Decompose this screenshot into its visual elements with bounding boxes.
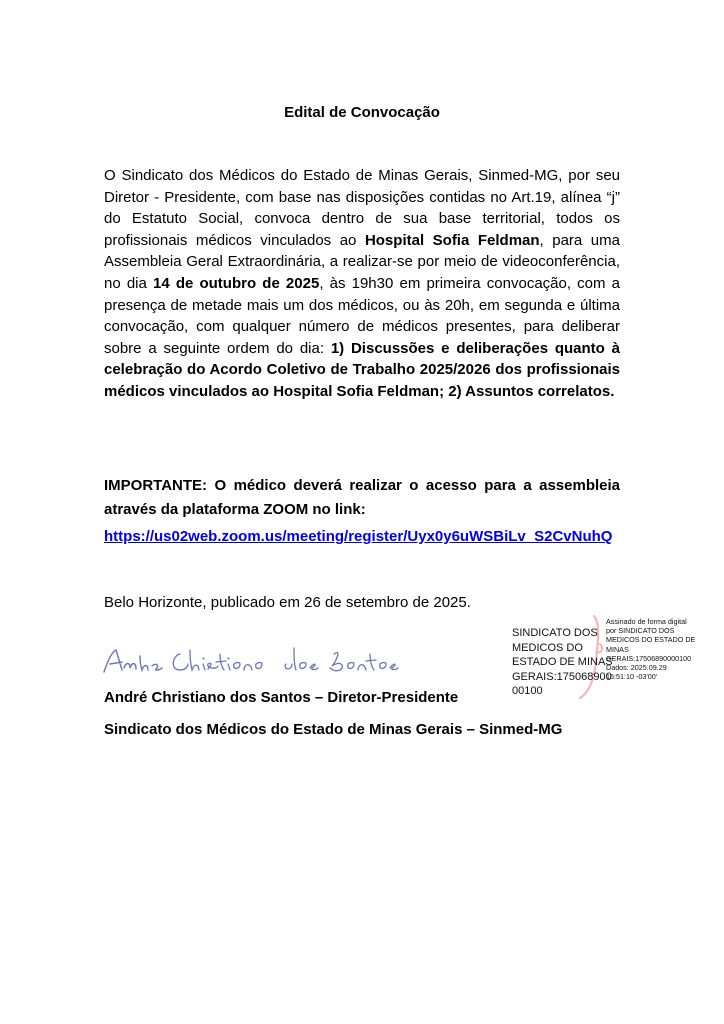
paragraph-text-3: , às 19h30 em primeira convocação, com a presença de metade mais um dos médicos, ou às 20h, em segunda e última convocação, com qualquer número de médicos presentes, para deliberar sobre a seguinte ordem do dia: bbox=[104, 274, 620, 357]
paragraph-text-2: , para uma Assembleia Geral Extraordinária, a realizar-se por meio de videoconferência, no dia bbox=[104, 231, 620, 292]
zoom-registration-link[interactable]: https://us02web.zoom.us/meeting/register/Uyx0y6uWSBiLv_S2CvNuhQ bbox=[104, 528, 613, 545]
digital-signature-detail-line: MEDICOS DO ESTADO DE bbox=[606, 635, 696, 645]
digital-signature-name bbox=[512, 626, 613, 699]
handwritten-signature bbox=[100, 642, 400, 678]
digital-signature-detail-line: Assinado de forma digital bbox=[606, 617, 687, 626]
page-title: Edital de Convocação bbox=[284, 104, 440, 121]
digital-signature-detail-line: GERAIS:17506890000100 bbox=[606, 653, 692, 663]
digital-signature-name-line: SINDICATO DOS bbox=[512, 627, 598, 639]
convocation-paragraph bbox=[104, 165, 620, 403]
digital-signature-detail-line: Dados: 2025.09.29 bbox=[606, 663, 667, 673]
important-notice: IMPORTANTE: O médico deverá realizar o acesso para a assembleia através da plataforma ZOOM no link: bbox=[104, 477, 620, 518]
digital-signature-details bbox=[606, 617, 718, 681]
digital-signature-detail-line: MINAS bbox=[606, 644, 629, 654]
digital-signature-name-line: GERAIS:175068900 bbox=[512, 670, 612, 683]
hospital-name: Hospital Sofia Feldman bbox=[364, 231, 540, 249]
digital-signature-name-line: MEDICOS DO bbox=[512, 641, 583, 654]
paragraph-text-1: O Sindicato dos Médicos do Estado de Minas Gerais, Sinmed-MG, por seu Diretor - Presidente, com base nas disposições contidas no Art.19, alínea “j” do Estatuto Social, convoca dentro de sua base territorial, todos os profissionais médicos vinculados ao bbox=[104, 167, 620, 249]
digital-signature-name-line: ESTADO DE MINAS bbox=[512, 656, 613, 668]
agenda-text: 1) Discussões e deliberações quanto à celebração do Acordo Coletivo de Trabalho 2025/2026 dos profissionais médicos vinculados ao Hospital Sofia Feldman; 2) Assuntos correlatos. bbox=[104, 339, 620, 400]
organization-name: Sindicato dos Médicos do Estado de Minas Gerais – Sinmed-MG bbox=[104, 721, 563, 738]
meeting-date: 14 de outubro de 2025 bbox=[153, 274, 320, 292]
digital-signature-detail-line: 15:51:10 -03'00' bbox=[606, 672, 658, 682]
signer-name: André Christiano dos Santos – Diretor-Presidente bbox=[104, 689, 459, 706]
digital-signature-name-line: 00100 bbox=[512, 685, 543, 697]
digital-signature-detail-line: por SINDICATO DOS bbox=[606, 626, 675, 636]
place-and-date: Belo Horizonte, publicado em 26 de setembro de 2025. bbox=[104, 594, 471, 611]
